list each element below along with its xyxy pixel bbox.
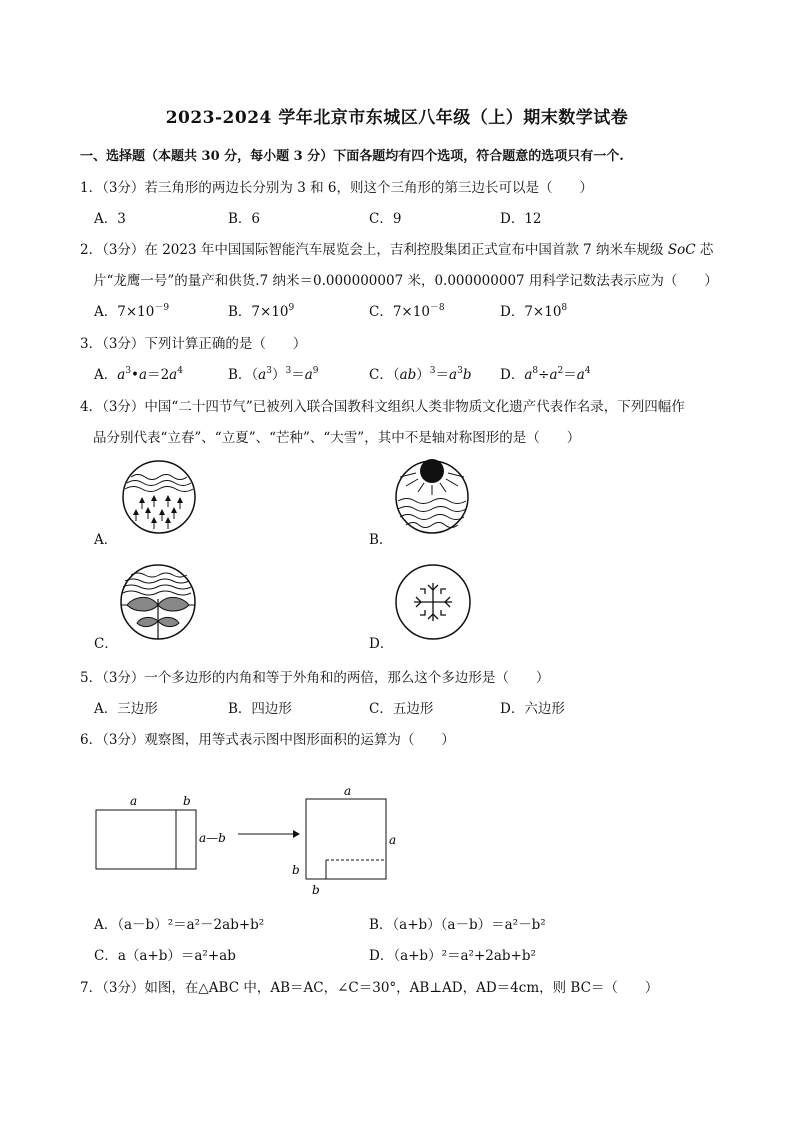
q3-b-exp2: 3 <box>285 366 292 376</box>
q3-c-var2: a <box>449 367 458 383</box>
q3-c-eq: ＝ <box>435 367 450 383</box>
q2-option-c[interactable] <box>369 300 445 320</box>
q2-text-end: 芯 <box>699 242 714 258</box>
q2-a-exp: －9 <box>154 303 170 313</box>
q1-option-d[interactable]: D．12 <box>500 211 542 227</box>
question-2-line-2: 片“龙鹰一号”的量产和供货.7 纳米＝0.000000007 米，0.000000007 用科学记数法表示应为（ ） <box>93 273 718 289</box>
q3-option-c[interactable] <box>369 363 471 383</box>
q3-d-exp: 8 <box>532 366 539 376</box>
area-diagram <box>88 780 408 902</box>
q1-option-b[interactable]: B．6 <box>228 211 261 227</box>
q3-d-var3: a <box>576 367 585 383</box>
q3-a-dot: • <box>131 367 140 383</box>
q3-c-close: ） <box>416 367 430 383</box>
q2-d-exp: 8 <box>561 303 568 313</box>
q3-a-var2: a <box>139 367 148 383</box>
label-b-bottom: b <box>312 883 320 897</box>
label-a-minus-b: a—b <box>199 831 226 845</box>
q3-d-exp2: 2 <box>557 366 564 376</box>
section-heading: 一、选择题（本题共 30 分，每小题 3 分）下面各题均有四个选项，符合题意的选项只有一个. <box>80 149 624 164</box>
question-6-stem: 6．（3分）观察图，用等式表示图中图形面积的运算为（ ） <box>80 732 455 748</box>
question-7-stem: 7．（3分）如图，在△ABC 中，AB＝AC，∠C＝30°，AB⊥AD，AD＝4cm，则 BC＝（ ） <box>80 980 659 996</box>
question-4-line-2: 品分别代表“立春”、“立夏”、“芒种”、“大雪”，其中不是轴对称图形的是（ ） <box>93 430 581 446</box>
q3-d-exp3: 4 <box>584 366 591 376</box>
q3-option-a[interactable] <box>94 363 183 383</box>
q3-c-label: C．（ <box>369 367 400 383</box>
label-a-left: a <box>130 794 138 808</box>
q3-b-close: ） <box>271 367 286 383</box>
q4-option-a[interactable]: A． <box>94 532 118 548</box>
q4-option-b[interactable]: B． <box>369 532 393 548</box>
q3-a-exp3: 4 <box>177 366 183 376</box>
question-2-line-1 <box>80 238 713 258</box>
q2-a-base: A．7×10 <box>94 304 155 320</box>
mangzhong-circle-image[interactable] <box>119 563 197 641</box>
lichun-circle-image[interactable] <box>121 459 197 535</box>
q3-a-label: A． <box>94 367 118 383</box>
q3-b-exp: 3 <box>266 366 272 376</box>
question-4-line-1: 4．（3分）中国“二十四节气”已被列入联合国教科文组织人类非物质文化遗产代表作名录，下列四幅作 <box>80 399 685 415</box>
q3-c-var3: b <box>462 367 472 383</box>
page-title: 2023-2024 学年北京市东城区八年级（上）期末数学试卷 <box>165 108 629 128</box>
q2-soc: SoC <box>667 242 696 258</box>
label-b-side: b <box>292 863 300 877</box>
q3-a-var: a <box>117 367 126 383</box>
q2-option-d[interactable] <box>500 300 567 320</box>
q2-option-a[interactable] <box>94 300 169 320</box>
q3-c-exp2: 3 <box>457 366 463 376</box>
question-5-stem: 5．（3分）一个多边形的内角和等于外角和的两倍，那么这个多边形是（ ） <box>80 670 550 686</box>
q2-b-exp: 9 <box>288 303 295 313</box>
label-a-right: a <box>389 833 397 847</box>
q5-option-c[interactable]: C．五边形 <box>369 701 434 717</box>
q3-d-eq: ＝ <box>563 367 577 383</box>
question-3-stem: 3．（3分）下列计算正确的是（ ） <box>80 336 307 352</box>
q3-c-var: ab <box>399 367 417 383</box>
q3-option-d[interactable] <box>500 363 591 383</box>
q3-b-exp3: 9 <box>312 366 319 376</box>
q2-text: 2．（3分）在 2023 年中国国际智能汽车展览会上，吉利控股集团正式宣布中国首款 7 纳米车规级 <box>80 242 664 258</box>
q3-option-b[interactable] <box>228 363 319 383</box>
q5-option-a[interactable]: A．三边形 <box>94 701 158 717</box>
q3-a-exp: 3 <box>125 366 132 376</box>
label-b-left: b <box>183 794 191 808</box>
q2-c-exp: －8 <box>429 303 445 313</box>
q4-option-d[interactable]: D． <box>369 636 394 652</box>
q6-option-d[interactable]: D．（a+b）²＝a²+2ab+b² <box>369 948 536 964</box>
question-1-stem: 1．（3分）若三角形的两边长分别为 3 和 6，则这个三角形的第三边长可以是（ ） <box>80 180 593 196</box>
q3-b-var2: a <box>304 367 313 383</box>
q3-b-eq: ＝ <box>291 367 305 383</box>
q3-b-label: B．（ <box>228 367 259 383</box>
q2-c-base: C．7×10 <box>369 304 430 320</box>
q5-option-d[interactable]: D．六边形 <box>500 701 565 717</box>
q6-option-b[interactable]: B．（a+b）（a－b）＝a²－b² <box>369 917 546 933</box>
q3-c-exp: 3 <box>429 366 436 376</box>
q3-d-label: D． <box>500 367 525 383</box>
q3-a-var3: a <box>169 367 178 383</box>
q4-option-c[interactable]: C． <box>94 636 118 652</box>
q3-d-var: a <box>524 367 533 383</box>
lixia-circle-image[interactable] <box>394 459 470 535</box>
q6-option-c[interactable]: C．a（a+b）＝a²+ab <box>94 948 236 964</box>
q1-option-c[interactable]: C．9 <box>369 211 402 227</box>
q3-b-var: a <box>258 367 267 383</box>
q2-option-b[interactable] <box>228 300 294 320</box>
q1-option-a[interactable]: A．3 <box>94 211 126 227</box>
q3-d-var2: a <box>549 367 558 383</box>
q3-a-eq: ＝2 <box>147 367 170 383</box>
q3-d-div: ÷ <box>538 367 550 383</box>
q5-option-b[interactable]: B．四边形 <box>228 701 292 717</box>
q2-b-base: B．7×10 <box>228 304 289 320</box>
q2-d-base: D．7×10 <box>500 304 562 320</box>
label-a-top: a <box>344 784 352 798</box>
daxue-circle-image[interactable] <box>394 563 472 641</box>
q6-option-a[interactable]: A．（a－b）²＝a²－2ab+b² <box>94 917 265 933</box>
